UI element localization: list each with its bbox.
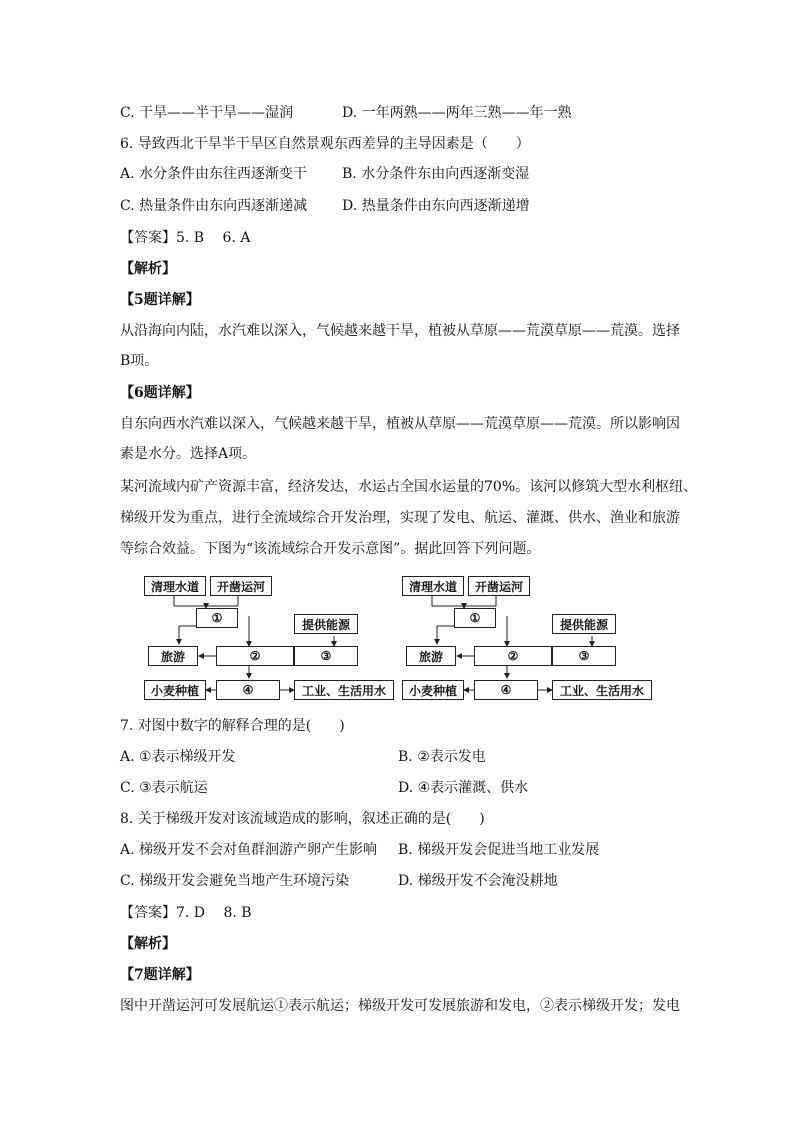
q8-option-a: A. 梯级开发不会对鱼群洄游产卵产生影响 (120, 842, 378, 858)
detail-5-heading: 【5题详解】 (120, 292, 200, 308)
box-tourism: 旅游 (406, 646, 456, 666)
q6-option-c: C. 热量条件由东向西逐渐递减 (120, 198, 308, 214)
q8-option-b: B. 梯级开发会促进当地工业发展 (398, 842, 600, 858)
q7-option-d: D. ④表示灌溉、供水 (398, 780, 529, 796)
q8-option-c: C. 梯级开发会避免当地产生环境污染 (120, 873, 350, 889)
q6-option-d: D. 热量条件由东向西逐渐递增 (342, 198, 530, 214)
development-diagram-right (402, 572, 667, 704)
box-provide-energy: 提供能源 (552, 614, 616, 634)
box-clean-waterway: 清理水道 (144, 576, 206, 596)
q6-stem: 6. 导致西北干旱半干旱区自然景观东西差异的主导因素是（ ） (120, 136, 530, 152)
detail-6-line-1: 自东向西水汽难以深入，气候越来越干旱，植被从草原——荒漠草原——荒漠。所以影响因 (120, 416, 680, 432)
box-industrial-water: 工业、生活用水 (552, 680, 652, 700)
q7-option-a: A. ①表示梯级开发 (120, 749, 236, 765)
detail-5-line-2: B项。 (120, 353, 159, 369)
box-number-4: ④ (474, 680, 538, 700)
q6-option-a: A. 水分条件由东往西逐渐变干 (120, 166, 308, 182)
answer-7-8: 【答案】7. D 8. B (120, 905, 252, 921)
box-provide-energy: 提供能源 (294, 614, 358, 634)
box-wheat-planting: 小麦种植 (402, 680, 464, 700)
box-tourism: 旅游 (148, 646, 198, 666)
q7-stem: 7. 对图中数字的解释合理的是( ) (120, 718, 345, 734)
answer-5-6: 【答案】5. B 6. A (120, 230, 251, 246)
analysis-heading-1: 【解析】 (120, 261, 176, 277)
box-clean-waterway: 清理水道 (402, 576, 464, 596)
analysis-heading-2: 【解析】 (120, 936, 176, 952)
box-number-2: ② (216, 646, 294, 666)
q5-option-d: D. 一年两熟——两年三熟——年一熟 (342, 105, 572, 121)
box-number-3: ③ (552, 646, 616, 666)
box-dig-canal: 开凿运河 (210, 576, 272, 596)
box-number-3: ③ (294, 646, 358, 666)
detail-6-line-2: 素是水分。选择A项。 (120, 446, 257, 462)
box-number-1: ① (454, 608, 496, 628)
passage-line-3: 等综合效益。下图为“该流域综合开发示意图”。据此回答下列问题。 (120, 541, 541, 557)
box-number-1: ① (196, 608, 238, 628)
q8-option-d: D. 梯级开发不会淹没耕地 (398, 873, 558, 889)
q8-stem: 8. 关于梯级开发对该流域造成的影响，叙述正确的是( ) (120, 811, 485, 827)
passage-line-1: 某河流域内矿产资源丰富，经济发达，水运占全国水运量的70%。该河以修筑大型水利枢纽、 (120, 479, 698, 495)
passage-line-2: 梯级开发为重点，进行全流域综合开发治理，实现了发电、航运、灌溉、供水、渔业和旅游 (120, 510, 680, 526)
development-diagram-left (144, 572, 409, 704)
box-wheat-planting: 小麦种植 (144, 680, 206, 700)
detail-7-line-1: 图中开凿运河可发展航运①表示航运；梯级开发可发展旅游和发电，②表示梯级开发；发电 (120, 998, 680, 1014)
box-industrial-water: 工业、生活用水 (294, 680, 394, 700)
detail-5-line-1: 从沿海向内陆，水汽难以深入，气候越来越干旱，植被从草原——荒漠草原——荒漠。选择 (120, 323, 680, 339)
detail-7-heading: 【7题详解】 (120, 967, 200, 983)
q6-option-b: B. 水分条件东由向西逐渐变湿 (342, 166, 530, 182)
q7-option-b: B. ②表示发电 (398, 749, 486, 765)
q5-option-c: C. 干旱——半干旱——湿润 (120, 105, 294, 121)
detail-6-heading: 【6题详解】 (120, 385, 200, 401)
box-number-4: ④ (216, 680, 280, 700)
box-number-2: ② (474, 646, 552, 666)
box-dig-canal: 开凿运河 (468, 576, 530, 596)
q7-option-c: C. ③表示航运 (120, 780, 208, 796)
